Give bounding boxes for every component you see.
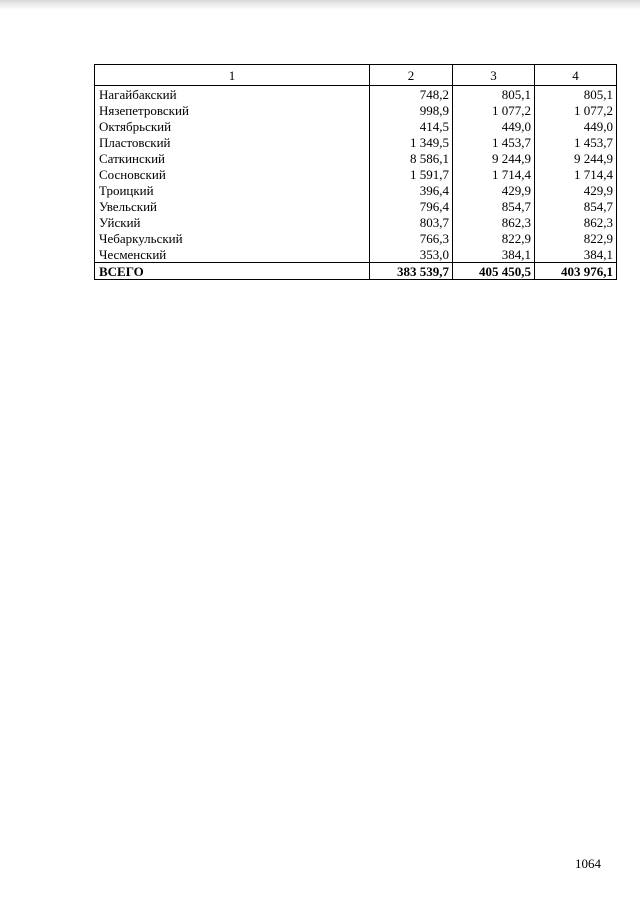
table-row bbox=[95, 150, 617, 166]
value-col-4: 805,1 bbox=[535, 86, 617, 103]
table-row bbox=[95, 118, 617, 134]
value-col-3: 854,7 bbox=[453, 198, 535, 214]
value-col-4: 449,0 bbox=[535, 118, 617, 134]
district-name: Чебаркульский bbox=[95, 230, 370, 246]
table-row bbox=[95, 182, 617, 198]
value-col-4: 1 714,4 bbox=[535, 166, 617, 182]
table-row bbox=[95, 134, 617, 150]
table-row bbox=[95, 86, 617, 103]
value-col-4: 862,3 bbox=[535, 214, 617, 230]
value-col-4: 9 244,9 bbox=[535, 150, 617, 166]
header-row bbox=[95, 65, 617, 86]
district-name: Пластовский bbox=[95, 134, 370, 150]
value-col-3: 822,9 bbox=[453, 230, 535, 246]
value-col-2: 414,5 bbox=[370, 118, 453, 134]
value-col-3: 449,0 bbox=[453, 118, 535, 134]
district-name: Уйский bbox=[95, 214, 370, 230]
value-col-4: 822,9 bbox=[535, 230, 617, 246]
total-row bbox=[95, 263, 617, 280]
district-name: Саткинский bbox=[95, 150, 370, 166]
value-col-4: 384,1 bbox=[535, 246, 617, 263]
table-row bbox=[95, 198, 617, 214]
budget-table bbox=[94, 64, 617, 280]
table-row bbox=[95, 214, 617, 230]
value-col-3: 1 714,4 bbox=[453, 166, 535, 182]
value-col-3: 862,3 bbox=[453, 214, 535, 230]
district-name: Увельский bbox=[95, 198, 370, 214]
value-col-3: 9 244,9 bbox=[453, 150, 535, 166]
column-header-4: 4 bbox=[535, 65, 617, 86]
table-row bbox=[95, 102, 617, 118]
district-name: Нязепетровский bbox=[95, 102, 370, 118]
column-header-3: 3 bbox=[453, 65, 535, 86]
page-number: 1064 bbox=[575, 856, 601, 871]
value-col-4: 1 453,7 bbox=[535, 134, 617, 150]
value-col-2: 8 586,1 bbox=[370, 150, 453, 166]
value-col-3: 1 077,2 bbox=[453, 102, 535, 118]
column-header-1: 1 bbox=[95, 65, 370, 86]
value-col-2: 766,3 bbox=[370, 230, 453, 246]
value-col-2: 803,7 bbox=[370, 214, 453, 230]
total-col-2: 383 539,7 bbox=[370, 263, 453, 280]
column-header-2: 2 bbox=[370, 65, 453, 86]
value-col-2: 998,9 bbox=[370, 102, 453, 118]
value-col-2: 1 349,5 bbox=[370, 134, 453, 150]
table-row bbox=[95, 230, 617, 246]
value-col-2: 1 591,7 bbox=[370, 166, 453, 182]
district-name: Троицкий bbox=[95, 182, 370, 198]
total-col-3: 405 450,5 bbox=[453, 263, 535, 280]
value-col-2: 748,2 bbox=[370, 86, 453, 103]
value-col-4: 429,9 bbox=[535, 182, 617, 198]
total-col-4: 403 976,1 bbox=[535, 263, 617, 280]
table-row bbox=[95, 166, 617, 182]
total-label: ВСЕГО bbox=[95, 263, 370, 280]
district-name: Сосновский bbox=[95, 166, 370, 182]
district-name: Чесменский bbox=[95, 246, 370, 263]
table-row bbox=[95, 246, 617, 263]
value-col-2: 353,0 bbox=[370, 246, 453, 263]
value-col-4: 854,7 bbox=[535, 198, 617, 214]
value-col-3: 805,1 bbox=[453, 86, 535, 103]
scan-edge-shadow bbox=[0, 0, 640, 10]
value-col-3: 429,9 bbox=[453, 182, 535, 198]
value-col-3: 384,1 bbox=[453, 246, 535, 263]
value-col-2: 796,4 bbox=[370, 198, 453, 214]
district-name: Октябрьский bbox=[95, 118, 370, 134]
value-col-3: 1 453,7 bbox=[453, 134, 535, 150]
value-col-4: 1 077,2 bbox=[535, 102, 617, 118]
value-col-2: 396,4 bbox=[370, 182, 453, 198]
district-name: Нагайбакский bbox=[95, 86, 370, 103]
